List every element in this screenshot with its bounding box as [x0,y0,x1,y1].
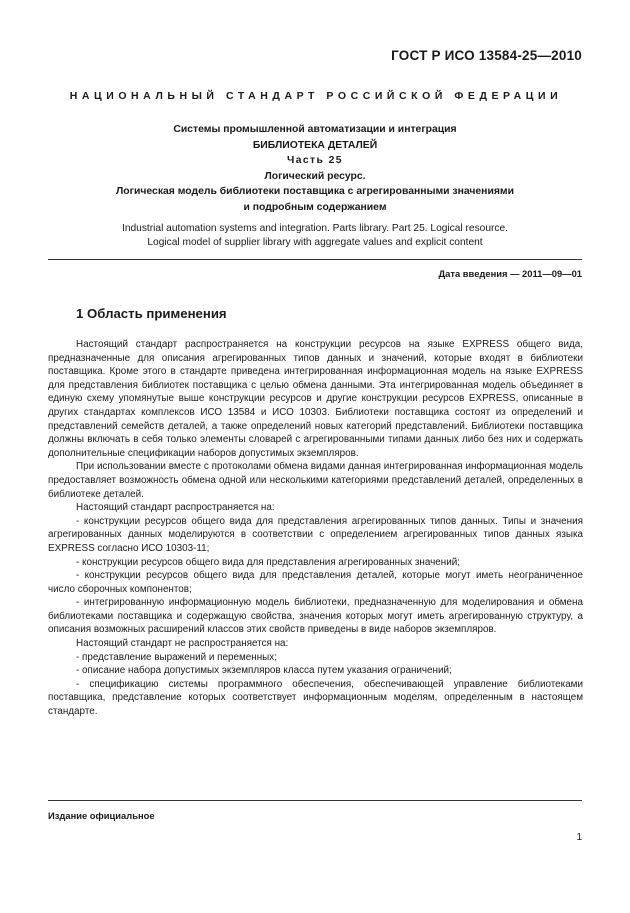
english-title-line-1: Industrial automation systems and integration. Parts library. Part 25. Logical resource. [122,223,508,234]
title-line-2: БИБЛИОТЕКА ДЕТАЛЕЙ [252,139,378,151]
introduction-date: Дата введения — 2011—09—01 [438,268,582,279]
title-line-6: и подробным содержанием [243,201,387,213]
list-item: - конструкции ресурсов общего вида для представления агрегированных значений; [76,556,461,568]
section-heading: 1 Область применения [76,306,227,321]
list-item: - описание набора допустимых экземпляров класса путем указания ограничений; [76,665,452,677]
title-line-1: Системы промышленной автоматизации и интеграция [173,124,457,135]
list-item: - представление выражений и переменных; [76,651,277,663]
list-item: - спецификацию системы программного обеспечения, обеспечивающей управление библиотеками поставщика, представление которых соответствует информационным моделям, определенным в настоящем стандарте. [48,678,583,718]
list-item: - конструкции ресурсов общего вида для представления агрегированных типов данных. Типы и значения агрегированных данных моделируются в соответствии с определением агрегированных типов данных языка EXPRESS согласно ИСО 10303-11; [48,515,583,554]
title-part: Часть 25 [287,155,343,167]
title-line-4: Логический ресурс. [264,170,366,182]
section-body [48,338,583,719]
divider-top [48,259,582,260]
list-item: - интегрированную информационную модель библиотеки, предназначенную для моделирования и обмена библиотеками поставщика и содержащую свойства, значения которых могут иметь агрегированную структуру, а описания возможных расширений классов этих свойств приведены в виде наборов экземпляров. [48,597,583,636]
list-item: - конструкции ресурсов общего вида для представления деталей, которые могут иметь неограниченное число сборочных компонентов; [48,570,583,595]
paragraph: При использовании вместе с протоколами обмена видами данная интегрированная информационная модель предоставляет возможность обмена одной или несколькими категориями представлений деталей, определенных в библиотеке деталей. [48,461,583,500]
english-title [48,222,582,249]
page-number: 1 [576,832,582,843]
divider-bottom [48,800,582,801]
english-title-line-2: Logical model of supplier library with aggregate values and explicit content [147,236,483,248]
national-standard-banner: НАЦИОНАЛЬНЫЙ СТАНДАРТ РОССИЙСКОЙ ФЕДЕРАЦИИ [69,90,563,102]
paragraph: Настоящий стандарт распространяется на конструкции ресурсов на языке EXPRESS общего вида, предназначенные для описания агрегированных типов данных и значений, которые входят в библиотеки поставщика. Кроме этого в стандарте приведена интегрированная информационная модель на языке EXPRESS для представления библиотек поставщика с целью обмена данными. Эта интегрированная модель объединяет в единую схему упомянутые выше конструкции ресурсов и другие конструкции ресурсов EXPRESS, описанные в других стандартах комплексов ИСО 13584 и ИСО 10303. Библиотеки поставщика состоят из определений и представлений семейств деталей, а также определений новых категорий представлений. Библиотеки поставщика должны включать в себя только элементы словарей с агрегированными типами данных либо без них и содержать дополнительные спецификации наборов допустимых экземпляров. [48,339,583,459]
paragraph: Настоящий стандарт распространяется на: [76,502,275,514]
document-title [48,122,582,216]
standard-code: ГОСТ Р ИСО 13584-25—2010 [391,48,582,63]
official-edition-label: Издание официальное [48,810,155,821]
title-line-5: Логическая модель библиотеки поставщика с агрегированными значениями [116,186,514,198]
paragraph: Настоящий стандарт не распространяется на: [76,638,289,650]
